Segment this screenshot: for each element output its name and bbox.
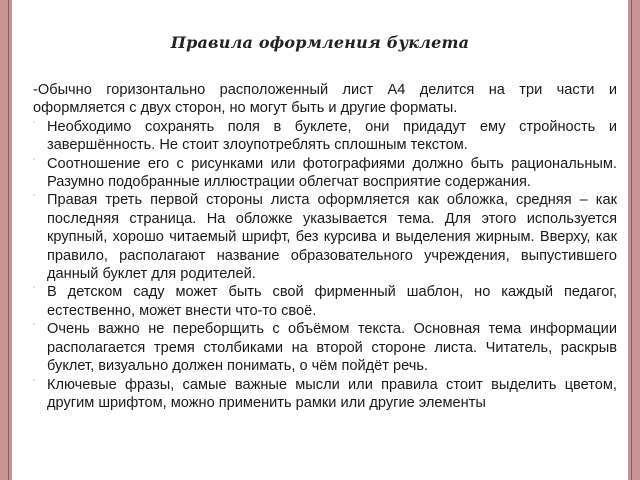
bullet-icon: ˙ — [33, 323, 37, 335]
list-item — [33, 376, 617, 413]
document-title: Правила оформления буклета — [170, 33, 470, 52]
intro-paragraph: -Обычно горизонтально расположенный лист А4 делится на три части и оформляется с двух сторон, но могут быть и другие форматы. — [33, 82, 617, 117]
list-item-text: Правая треть первой стороны листа оформляется как обложка, средняя – как последняя страница. На обложке указывается тема. Для этого используется крупный, хорошо читаемый шрифт, без курсива и выделения жирным. Вверху, как правило, располагают название образовательного учреждения, выпустившего данный буклет для родителей. — [47, 192, 617, 283]
list-item — [33, 283, 617, 320]
list-item — [33, 191, 617, 283]
list-item-text: Необходимо сохранять поля в буклете, они придадут ему стройность и завершённость. Не стоит злоупотреблять сплошным текстом. — [47, 118, 617, 154]
list-item-text: Соотношение его с рисунками или фотографиями должно быть рациональным. Разумно подобранные иллюстрации облегчат восприятие содержания. — [47, 155, 617, 191]
bullet-icon: ˙ — [33, 194, 37, 206]
bullet-icon: ˙ — [33, 286, 37, 298]
document-body — [33, 81, 617, 412]
slide-page — [12, 0, 628, 480]
bullet-icon: ˙ — [33, 157, 37, 169]
rules-list — [33, 118, 617, 413]
list-item — [33, 155, 617, 192]
bullet-icon: ˙ — [33, 120, 37, 132]
list-item-text: Очень важно не переборщить с объёмом текста. Основная тема информации располагается тремя столбиками на второй стороне листа. Читатель, раскрыв буклет, визуально должен понимать, о чём пойдёт речь. — [47, 321, 617, 375]
list-item — [33, 320, 617, 375]
list-item-text: Ключевые фразы, самые важные мысли или правила стоит выделить цветом, другим шрифтом, можно применить рамки или другие элементы — [47, 376, 617, 411]
bullet-icon: ˙ — [33, 378, 37, 390]
list-item — [33, 118, 617, 155]
list-item-text: В детском саду может быть свой фирменный шаблон, но каждый педагог, естественно, может внести что-то своё. — [47, 284, 617, 319]
